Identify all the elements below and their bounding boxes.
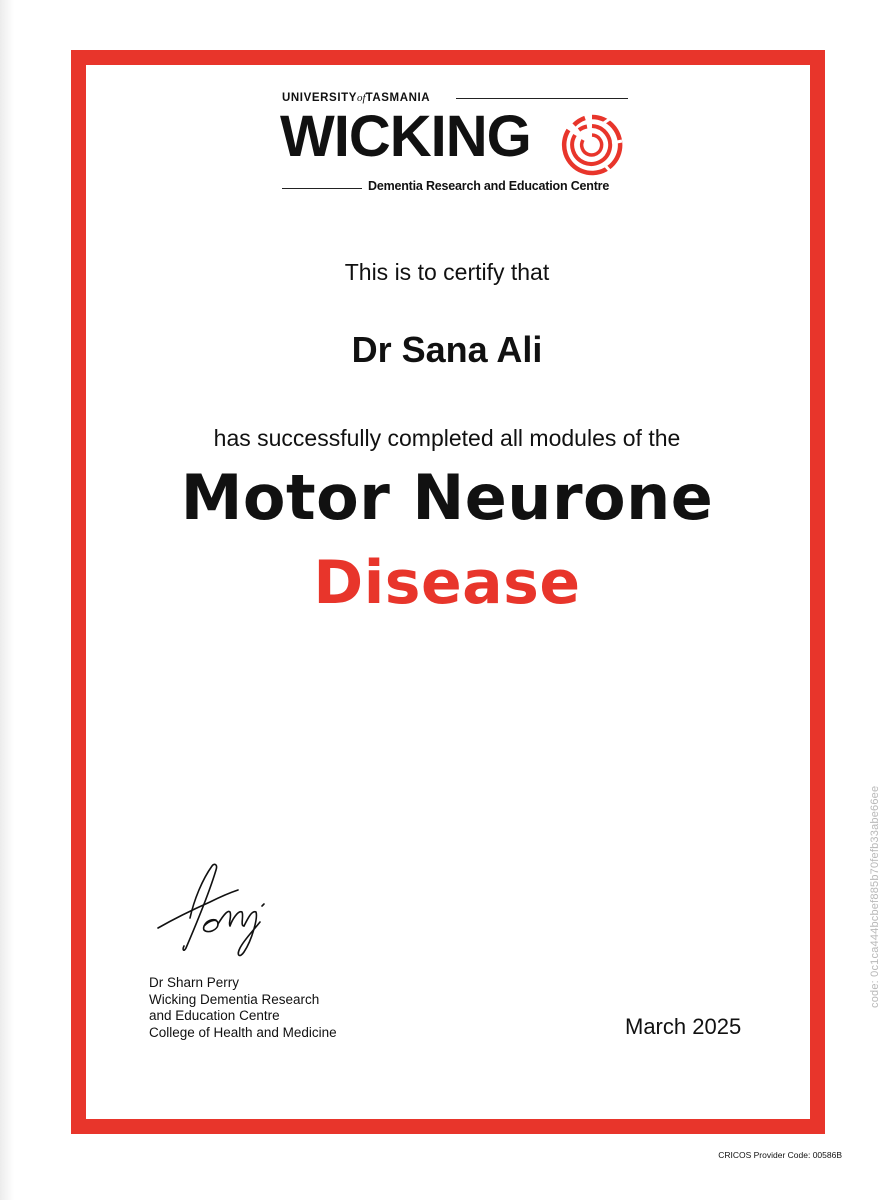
course-title-line2: Disease (313, 548, 581, 618)
completion-statement: has successfully completed all modules of the (213, 425, 681, 451)
signatory-title-line2: and Education Centre (149, 1008, 280, 1023)
wicking-ring-icon (560, 113, 624, 177)
university-of: of (357, 92, 366, 104)
cricos-provider-code: CRICOS Provider Code: 00586B (718, 1150, 842, 1160)
signatory-name: Dr Sharn Perry (149, 975, 240, 990)
centre-name: Dementia Research and Education Centre (368, 179, 610, 193)
handwritten-signature (152, 860, 282, 960)
issue-date: March 2025 (625, 1014, 742, 1039)
course-title-line1: Motor Neurone (180, 461, 714, 534)
signatory-title-line3: College of Health and Medicine (149, 1024, 337, 1040)
university-name (282, 92, 430, 104)
logo-bottom-rule (282, 188, 362, 189)
verification-code: code: 0c1ca444bcbef885b70fefb33abe66ee (869, 785, 881, 1008)
wicking-wordmark: WICKING (280, 104, 531, 169)
wicking-logo (282, 88, 632, 198)
university-prefix: UNIVERSITY (282, 92, 358, 104)
signatory-title-line1: Wicking Dementia Research (149, 991, 320, 1007)
recipient-name: Dr Sana Ali (351, 329, 543, 370)
university-suffix: TASMANIA (365, 92, 431, 104)
certify-intro-text: This is to certify that (344, 259, 550, 285)
logo-top-rule (456, 98, 628, 99)
signatory-block (149, 975, 337, 1041)
